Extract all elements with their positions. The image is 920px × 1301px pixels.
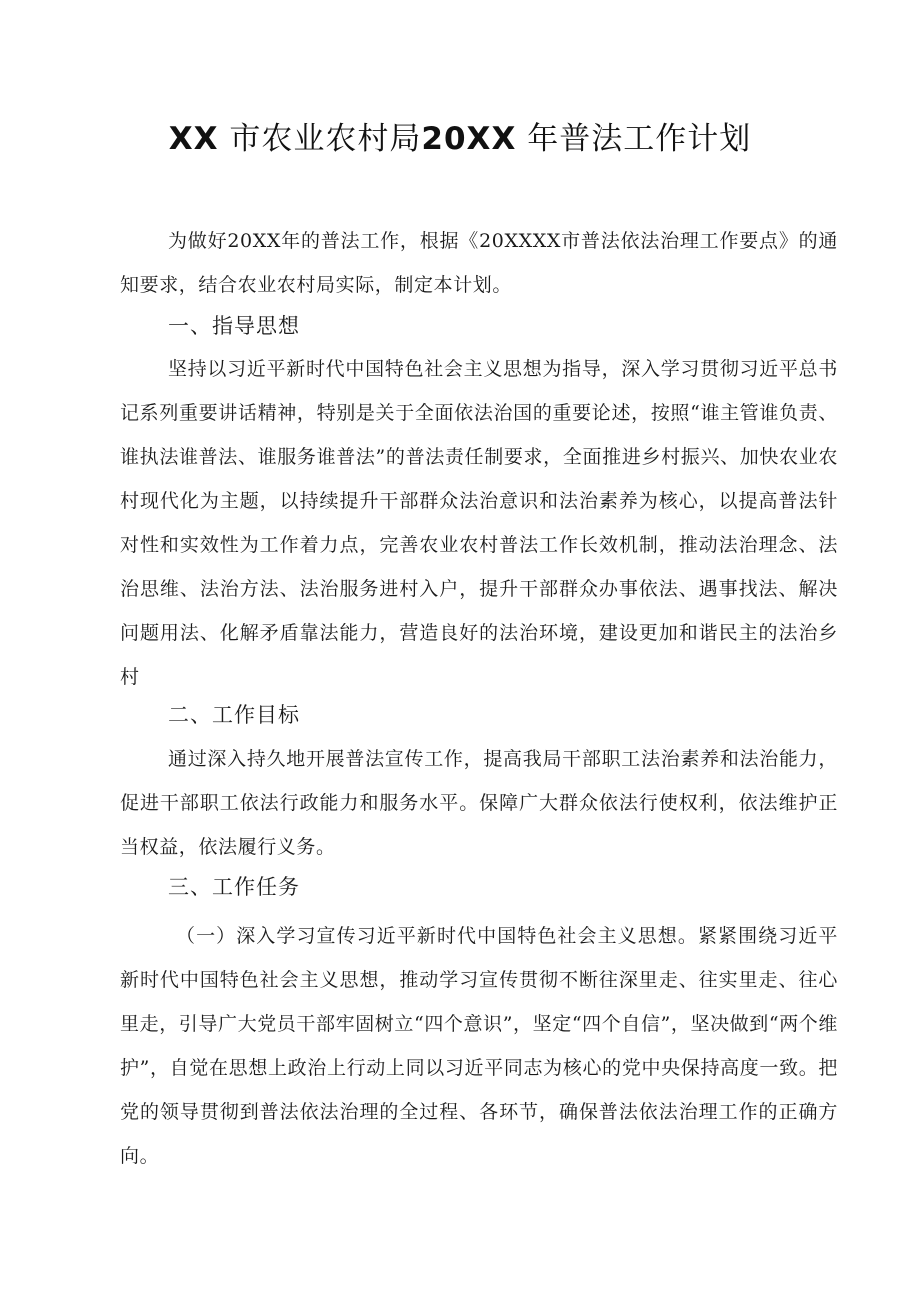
section-paragraph-work-tasks: （一）深入学习宣传习近平新时代中国特色社会主义思想。紧紧围绕习近平新时代中国特色社会主义思想，推动学习宣传贯彻不断往深里走、往实里走、往心里走，引导广大党员干部牢固树立“四个意识”，坚定“四个自信”，坚决做到“两个维护”，自觉在思想上政治上行动上同以习近平同志为核心的党中央保持高度一致。把党的领导贯彻到普法依法治理的全过程、各环节，确保普法依法治理工作的正确方向。: [120, 925, 838, 1167]
title-prefix: XX: [168, 121, 219, 157]
section-paragraph-work-goals: 通过深入持久地开展普法宣传工作，提高我局干部职工法治素养和法治能力，促进干部职工依法行政能力和服务水平。保障广大群众依法行使权利，依法维护正当权益，依法履行义务。: [120, 748, 838, 858]
section-paragraph-guiding-ideology: 坚持以习近平新时代中国特色社会主义思想为指导，深入学习贯彻习近平总书记系列重要讲话精神，特别是关于全面依法治国的重要论述，按照“谁主管谁负责、谁执法谁普法、谁服务谁普法”的普法责任制要求，全面推进乡村振兴、加快农业农村现代化为主题，以持续提升干部群众法治意识和法治素养为核心，以提高普法针对性和实效性为工作着力点，完善农业农村普法工作长效机制，推动法治理念、法治思维、法治方法、法治服务进村入户，提升干部群众办事依法、遇事找法、解决问题用法、化解矛盾靠法能力，营造良好的法治环境，建设更加和谐民主的法治乡村: [120, 358, 838, 688]
section-heading-guiding-ideology: 一、指导思想: [168, 314, 300, 338]
title-suffix: 年普法工作计划: [527, 121, 752, 157]
document-title: [0, 116, 920, 162]
title-organization: 市农业农村局: [229, 121, 422, 157]
section-heading-work-goals: 二、工作目标: [168, 703, 300, 727]
intro-paragraph: 为做好20XX年的普法工作，根据《20XXXX市普法依法治理工作要点》的通知要求，结合农业农村局实际，制定本计划。: [120, 230, 838, 296]
title-year: 20XX: [421, 121, 517, 157]
section-heading-work-tasks: 三、工作任务: [168, 875, 300, 899]
